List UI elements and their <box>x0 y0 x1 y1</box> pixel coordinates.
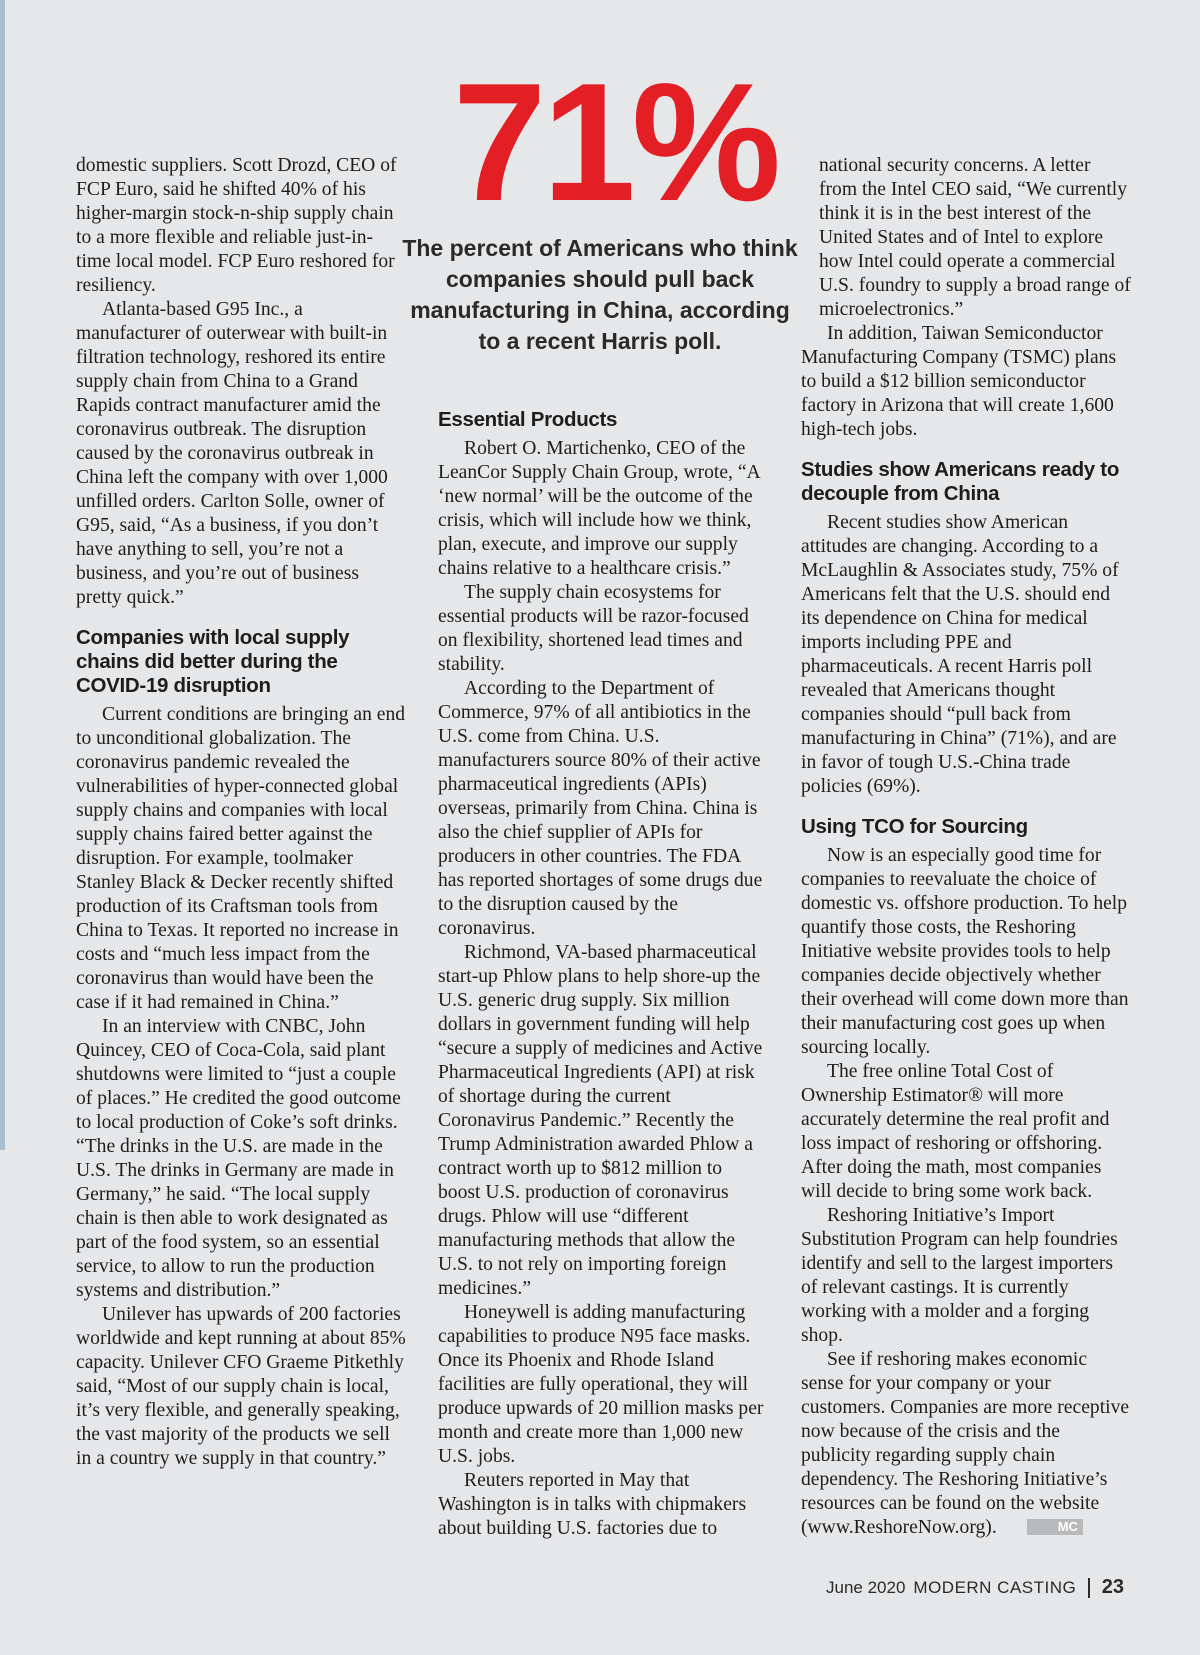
paragraph: national security concerns. A letter from the Intel CEO said, “We currently think it is in the best interest of the United States and of Intel to explore how Intel could operate a commercial U.S. foundry to supply a broad range of microelectronics.” <box>819 155 1131 320</box>
paragraph-final <box>801 1348 1133 1540</box>
page-footer <box>826 1576 1124 1599</box>
section-heading: Using TCO for Sourcing <box>801 815 1028 838</box>
paragraph: Unilever has upwards of 200 factories worldwide and kept running at about 85% capacity. Unilever CFO Graeme Pitkethly said, “Most of our supply chain is local, it’s very flexible, and generally speaking, the vast majority of the products we sell in a country we supply in that country.” <box>76 1304 406 1469</box>
paragraph: Current conditions are bringing an end to unconditional globalization. The coronavirus pandemic revealed the vulnerabilities of hyper-connected global supply chains and companies with local supply chains faired better against the disruption. For example, toolmaker Stanley Black & Decker recently shifted production of its Craftsman tools from China to Texas. It reported no increase in costs and “much less impact from the coronavirus than would have been the case if it had remained in China.” <box>76 704 406 1013</box>
end-mark-badge: MC <box>1027 1519 1083 1535</box>
page-number: 23 <box>1101 1576 1124 1598</box>
paragraph: Now is an especially good time for companies to reevaluate the choice of domestic vs. offshore production. To help quantify those costs, the Reshoring Initiative website provides tools to help companies decide objectively whether their overhead will come down more than their manufacturing cost goes up when sourcing locally. <box>801 845 1129 1058</box>
paragraph: In addition, Taiwan Semiconductor Manufacturing Company (TSMC) plans to build a $12 billion semiconductor factory in Arizona that will create 1,600 high-tech jobs. <box>801 323 1117 440</box>
paragraph: Honeywell is adding manufacturing capabilities to produce N95 face masks. Once its Phoenix and Rhode Island facilities are fully operational, they will produce upwards of 20 million masks per month and create more than 1,000 new U.S. jobs. <box>438 1302 764 1467</box>
section-heading: Companies with local supply chains did better during the COVID-19 disruption <box>76 626 350 697</box>
paragraph: The free online Total Cost of Ownership Estimator® will more accurately determine the real profit and loss impact of reshoring or offshoring. After doing the math, most companies will decide to bring some work back. <box>801 1061 1110 1202</box>
footer-magazine: MODERN CASTING <box>913 1577 1077 1597</box>
column-middle <box>438 408 768 1541</box>
narrow-block <box>801 154 1133 322</box>
paragraph: Recent studies show American attitudes are changing. According to a McLaughlin & Associates study, 75% of Americans felt that the U.S. should end its dependence on China for medical imports including PPE and pharmaceuticals. A recent Harris poll revealed that Americans thought companies should “pull back from manufacturing in China” (71%), and are in favor of tough U.S.-China trade policies (69%). <box>801 512 1119 797</box>
paragraph: domestic suppliers. Scott Drozd, CEO of FCP Euro, said he shifted 40% of his higher-margin stock-n-ship supply chain to a more flexible and reliable just-in-time local model. FCP Euro reshored for resiliency. <box>76 155 397 296</box>
column-left <box>76 154 406 1471</box>
paragraph: According to the Department of Commerce, 97% of all antibiotics in the U.S. come from China. U.S. manufacturers source 80% of their active pharmaceutical ingredients (APIs) overseas, primarily from China. China is also the chief supplier of APIs for producers in other countries. The FDA has reported shortages of some drugs due to the disruption caused by the coronavirus. <box>438 678 763 939</box>
footer-divider <box>1088 1578 1090 1598</box>
paragraph: Reuters reported in May that Washington is in talks with chipmakers about building U.S. factories due to <box>438 1470 747 1539</box>
paragraph: The supply chain ecosystems for essential products will be razor-focused on flexibility, shortened lead times and stability. <box>438 582 749 675</box>
column-right <box>801 154 1133 1540</box>
paragraph: Robert O. Martichenko, CEO of the LeanCor Supply Chain Group, wrote, “A ‘new normal’ will be the outcome of the crisis, which will include how we think, plan, execute, and improve our supply chains relative to a healthcare crisis.” <box>438 438 760 579</box>
footer-date: June 2020 <box>826 1577 906 1597</box>
paragraph: Reshoring Initiative’s Import Substitution Program can help foundries identify and sell to the largest importers of relevant castings. It is currently working with a molder and a forging shop. <box>801 1205 1118 1346</box>
paragraph: Atlanta-based G95 Inc., a manufacturer of outerwear with built-in filtration technology, reshored its entire supply chain from China to a Grand Rapids contract manufacturer amid the coronavirus outbreak. The disruption caused by the coronavirus outbreak in China left the company with over 1,000 unfilled orders. Carlton Solle, owner of G95, said, “As a business, if you don’t have anything to sell, you’re not a business, and you’re out of business pretty quick.” <box>76 299 388 608</box>
stat-value: 71% <box>452 48 778 236</box>
paragraph: In an interview with CNBC, John Quincey, CEO of Coca-Cola, said plant shutdowns were limited to “just a couple of places.” He credited the good outcome to local production of Coke’s soft drinks. “The drinks in the U.S. are made in the U.S. The drinks in Germany are made in Germany,” he said. “The local supply chain is then able to work designated as part of the food system, so an essential service, to allow to run the production systems and distribution.” <box>76 1016 401 1301</box>
section-heading: Essential Products <box>438 408 618 431</box>
section-heading: Studies show Americans ready to decouple from China <box>801 458 1120 505</box>
stat-caption: The percent of Americans who think companies should pull back manufacturing in China, according to a recent Harris poll. <box>402 235 798 354</box>
paragraph: Richmond, VA-based pharmaceutical start-up Phlow plans to help shore-up the U.S. generic drug supply. Six million dollars in government funding will help “secure a supply of medicines and Active Pharmaceutical Ingredients (API) at risk of shortage during the current Coronavirus Pandemic.” Recently the Trump Administration awarded Phlow a contract worth up to $812 million to boost U.S. production of coronavirus drugs. Phlow will use “different manufacturing methods that allow the U.S. to not rely on importing foreign medicines.” <box>438 942 763 1299</box>
paragraph-text: See if reshoring makes economic sense for your company or your customers. Companies are more receptive now because of the crisis and the publicity regarding supply chain dependency. The Reshoring Initiative’s resources can be found on the website (www.ReshoreNow.org). <box>801 1349 1130 1538</box>
left-edge-bar <box>0 0 5 1150</box>
